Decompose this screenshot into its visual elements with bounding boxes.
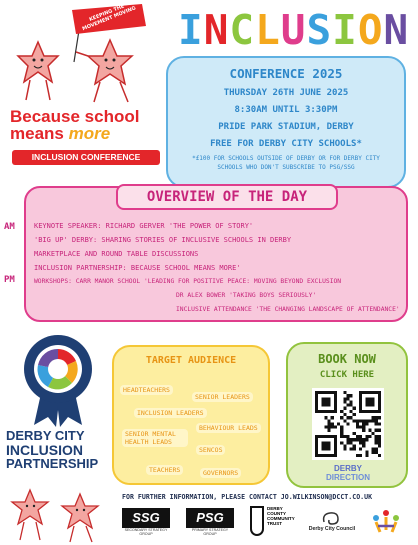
target-audience-heading: TARGET AUDIENCE [145,355,237,366]
conference-price: FREE FOR DERBY CITY SCHOOLS* [210,139,362,149]
title-letter: I [332,6,358,54]
dcct-text: DERBY COUNTY COMMUNITY TRUST [267,506,295,526]
book-now-heading[interactable]: BOOK NOW [318,352,376,366]
pm-item: INCLUSIVE ATTENDANCE 'THE CHANGING LANDSCAPE OF ATTENDANCE' [176,306,400,313]
psg-logo-text: PSG [186,508,234,528]
rosette-icon [6,333,110,427]
qr-code-icon [315,391,381,457]
am-item: 'BIG UP' DERBY: SHARING STORIES OF INCLUSIVE SCHOOLS IN DERBY [34,236,292,244]
title-letter: O [357,6,384,54]
pm-label: PM [4,275,15,285]
inclusion-conference-badge: INCLUSION CONFERENCE [12,150,160,165]
tagline [10,108,160,142]
derby-direction-line2: DIRECTION [326,473,370,482]
conference-venue: PRIDE PARK STADIUM, DERBY [218,122,354,132]
conference-date: THURSDAY 26TH JUNE 2025 [223,88,349,98]
title-letter: I [178,6,204,54]
pm-item: WORKSHOPS: CARR MANOR SCHOOL 'LEADING FOR POSITIVE PEACE: MOVING BEYOND EXCLUSION [34,278,342,285]
dcct-logo [250,506,295,536]
am-item: INCLUSION PARTNERSHIP: BECAUSE SCHOOL MEANS MORE' [34,264,241,272]
qr-code[interactable] [312,388,384,460]
partnership-name [6,429,110,471]
conference-time: 8:30AM UNTIL 3:30PM [234,105,338,115]
conference-note-2: SCHOOLS WHO DON'T SUBSCRIBE TO PSG/SSG [217,164,355,171]
derby-city-inclusion-partnership-logo [6,333,110,483]
partnership-line3: PARTNERSHIP [6,456,99,471]
conference-heading: CONFERENCE 2025 [229,66,343,81]
target-audience [112,345,270,485]
psg-caption: PRIMARY STRATEGY GROUP [191,528,229,536]
contact-info: FOR FURTHER INFORMATION, PLEASE CONTACT JO.WILKINSON@DCCT.CO.UK [122,493,373,501]
pm-item: DR ALEX BOWER 'TAKING BOYS SERIOUSLY' [176,292,317,299]
overview-heading: OVERVIEW OF THE DAY [116,184,338,210]
title-letter: L [255,6,281,54]
audience-item: BEHAVIOUR LEADS [196,423,261,433]
conference-details [166,56,406,188]
shield-icon [250,506,264,536]
page-title [178,6,409,54]
partnership-line1: DERBY CITY [6,428,85,443]
conference-logo [10,4,160,164]
am-item: MARKETPLACE AND ROUND TABLE DISCUSSIONS [34,250,199,258]
derby-direction-line1: DERBY [333,464,362,473]
tagline-means: means [10,124,64,143]
psg-logo [186,508,234,536]
derby-direction-logo [318,464,378,484]
title-letter: N [203,6,230,54]
audience-item: SENIOR MENTAL HEALTH LEADS [122,429,188,447]
audience-item: GOVERNORS [200,468,241,478]
title-letter: S [306,6,333,54]
ram-icon [320,510,342,526]
ssg-logo [122,508,170,536]
derby-city-council-logo [302,510,362,532]
conference-note-1: *£100 FOR SCHOOLS OUTSIDE OF DERBY OR FOR DERBY CITY [192,155,380,162]
tagline-line1: Because school [10,107,140,126]
audience-item: SENCOS [196,445,225,455]
overview-of-the-day [24,186,408,322]
colourful-figures-icon [368,508,404,538]
am-label: AM [4,222,15,232]
am-item: KEYNOTE SPEAKER: RICHARD GERVER 'THE POWER OF STORY' [34,222,254,230]
title-letter: U [280,6,307,54]
book-now-panel[interactable] [286,342,408,488]
click-here-link[interactable]: CLICK HERE [319,370,375,380]
council-text: Derby City Council [308,526,356,532]
ssg-logo-text: SSG [122,508,170,528]
audience-item: TEACHERS [146,465,183,475]
title-letter: N [383,6,410,54]
ssg-caption: SECONDARY STRATEGY GROUP [124,528,168,536]
flag-text: KEEPING THE MOVEMENT MOVING [81,3,137,33]
title-letter: C [229,6,256,54]
audience-item: SENIOR LEADERS [192,392,253,402]
audience-item: HEADTEACHERS [120,385,173,395]
partnership-line2: INCLUSION [6,442,83,458]
tagline-more: more [68,124,111,143]
star-mascots-footer-icon [8,484,108,544]
audience-item: INCLUSION LEADERS [134,408,207,418]
